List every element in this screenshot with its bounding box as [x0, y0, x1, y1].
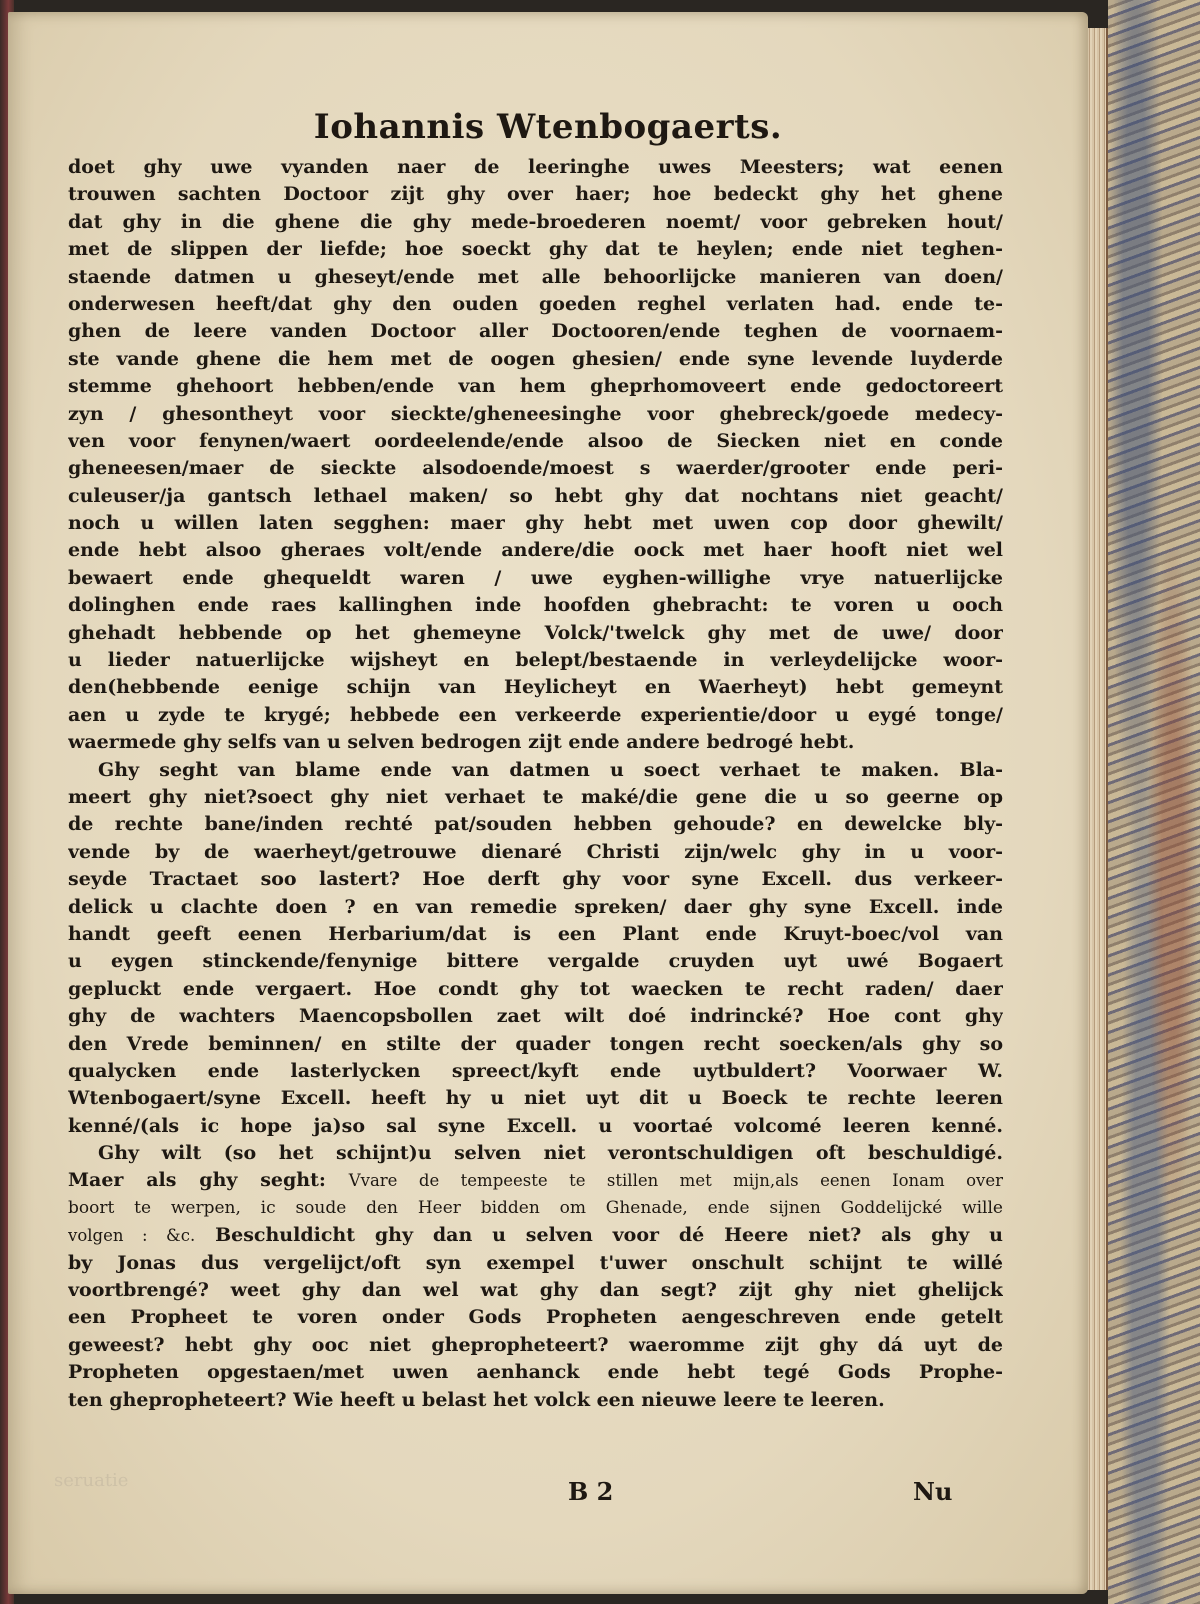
- text-line: zyn / ghesontheyt voor sieckte/gheneesinghe voor ghebreck/goede medecy-: [68, 402, 1003, 425]
- text-line: culeuser/ja gantsch lethael maken/ so hebt ghy dat nochtans niet geacht/: [68, 484, 1003, 507]
- roman-segment: volgen : &c.: [68, 1226, 196, 1246]
- text-line: noch u willen laten segghen: maer ghy hebt met uwen cop door ghewilt/: [68, 512, 1003, 535]
- text-line-roman: boort te werpen, ic soude den Heer bidden om Ghenade, ende sijnen Goddelijcké wille: [68, 1197, 1003, 1218]
- text-line: doet ghy uwe vyanden naer de leeringhe uwes Meesters; wat eenen: [68, 156, 1003, 178]
- text-line: staende datmen u gheseyt/ende met alle behoorlijcke manieren van doen/: [68, 265, 1003, 288]
- text-line: vende by de waerheyt/getrouwe dienaré Christi zijn/welc ghy in u voor-: [68, 840, 1003, 863]
- text-line: dat ghy in die ghene die ghy mede-broederen noemt/ voor gebreken hout/: [68, 210, 1003, 233]
- text-line-mixed: [68, 1222, 1003, 1249]
- text-line: gheneesen/maer de sieckte alsodoende/moest s waerder/grooter ende peri-: [68, 457, 1003, 480]
- text-line: ste vande ghene die hem met de oogen ghesien/ ende syne levende luyderde: [68, 347, 1003, 370]
- marbled-endpaper: [1108, 0, 1200, 1604]
- text-line: ven voor fenynen/waert oordeelende/ende alsoo de Siecken niet en conde: [68, 429, 1003, 452]
- text-line: geweest? hebt ghy ooc niet ghepropheteert? waeromme zijt ghy dá uyt de: [68, 1333, 1003, 1356]
- text-line: voortbrengé? weet ghy dan wel wat ghy dan segt? zijt ghy niet ghelijck: [68, 1279, 1003, 1302]
- text-line: delick u clachte doen ? en van remedie spreken/ daer ghy syne Excell. inde: [68, 895, 1003, 918]
- text-line: seyde Tractaet soo lastert? Hoe derft ghy voor syne Excell. dus verkeer-: [68, 868, 1003, 891]
- text-line: ghy de wachters Maencopsbollen zaet wilt doé indrincké? Hoe cont ghy: [68, 1005, 1003, 1028]
- text-block: [68, 154, 1003, 1414]
- catchword: Nu: [913, 1477, 953, 1506]
- text-line: onderwesen heeft/dat ghy den ouden goeden reghel verlaten had. ende te-: [68, 292, 1003, 315]
- text-line: Ghy wilt (so het schijnt)u selven niet verontschuldigen oft beschuldigé.: [98, 1142, 1003, 1165]
- text-line: de rechte bane/inden rechté pat/souden hebben gehoude? en dewelcke bly-: [68, 813, 1003, 836]
- text-line: met de slippen der liefde; hoe soeckt ghy dat te heylen; ende niet teghen-: [68, 238, 1003, 261]
- text-line: Wtenbogaert/syne Excell. heeft hy u niet uyt dit u Boeck te rechte leeren: [68, 1087, 1003, 1110]
- text-line: gepluckt ende vergaert. Hoe condt ghy tot waecken te recht raden/ daer: [68, 977, 1003, 1000]
- text-line: bewaert ende ghequeldt waren / uwe eyghen-willighe vrye natuerlijcke: [68, 566, 1003, 589]
- text-line: trouwen sachten Doctoor zijt ghy over haer; hoe bedeckt ghy het ghene: [68, 183, 1003, 206]
- text-segment: Beschuldicht ghy dan u selven voor dé Heere niet? als ghy u: [215, 1224, 1003, 1247]
- text-line: u eygen stinckende/fenynige bittere vergalde cruyden uyt uwé Bogaert: [68, 950, 1003, 973]
- text-line: ten ghepropheteert? Wie heeft u belast het volck een nieuwe leere te leeren.: [68, 1388, 885, 1411]
- text-line: den(hebbende eenige schijn van Heylicheyt en Waerheyt) hebt gemeynt: [68, 676, 1003, 699]
- text-segment: Maer als ghy seght:: [68, 1169, 326, 1192]
- text-line: aen u zyde te krygé; hebbede een verkeerde experientie/door u eygé tonge/: [68, 703, 1003, 726]
- text-line: handt geeft eenen Herbarium/dat is een Plant ende Kruyt-boec/vol van: [68, 922, 1003, 945]
- book-page: [8, 12, 1088, 1594]
- text-line: stemme ghehoort hebben/ende van hem gheprhomoveert ende gedoctoreert: [68, 375, 1003, 398]
- text-line-mixed: [68, 1167, 1003, 1194]
- text-line: ghen de leere vanden Doctoor aller Doctooren/ende teghen de voornaem-: [68, 320, 1003, 343]
- text-line: by Jonas dus vergelijct/oft syn exempel t'uwer onschult schijnt te willé: [68, 1251, 1003, 1274]
- text-line: ende hebt alsoo gheraes volt/ende andere/die oock met haer hooft niet wel: [68, 539, 1003, 562]
- text-line: Propheten opgestaen/met uwen aenhanck ende hebt tegé Gods Prophe-: [68, 1361, 1003, 1384]
- running-head: Iohannis Wtenbogaerts.: [313, 107, 783, 147]
- text-line: kenné/(als ic hope ja)so sal syne Excell. u voortaé volcomé leeren kenné.: [68, 1114, 1003, 1137]
- roman-segment: Vvare de tempeeste te stillen met mijn,als eenen Ionam over: [348, 1171, 1003, 1191]
- text-line: waermede ghy selfs van u selven bedrogen zijt ende andere bedrogé hebt.: [68, 731, 855, 754]
- signature-mark: B 2: [568, 1477, 614, 1506]
- text-line: den Vrede beminnen/ en stilte der quader tongen recht soecken/als ghy so: [68, 1032, 1003, 1055]
- show-through-text: seruatie: [54, 1470, 129, 1491]
- text-line: u lieder natuerlijcke wijsheyt en belept/bestaende in verleydelijcke woor-: [68, 649, 1003, 672]
- text-line: een Propheet te voren onder Gods Propheten aengeschreven ende getelt: [68, 1306, 1003, 1329]
- text-line: qualycken ende lasterlycken spreect/kyft ende uytbuldert? Voorwaer W.: [68, 1059, 1003, 1082]
- text-line: dolinghen ende raes kallinghen inde hoofden ghebracht: te voren u ooch: [68, 594, 1003, 617]
- text-line: Ghy seght van blame ende van datmen u soect verhaet te maken. Bla-: [98, 758, 1003, 781]
- text-line: meert ghy niet?soect ghy niet verhaet te maké/die gene die u so geerne op: [68, 785, 1003, 808]
- text-line: ghehadt hebbende op het ghemeyne Volck/'twelck ghy met de uwe/ door: [68, 621, 1003, 644]
